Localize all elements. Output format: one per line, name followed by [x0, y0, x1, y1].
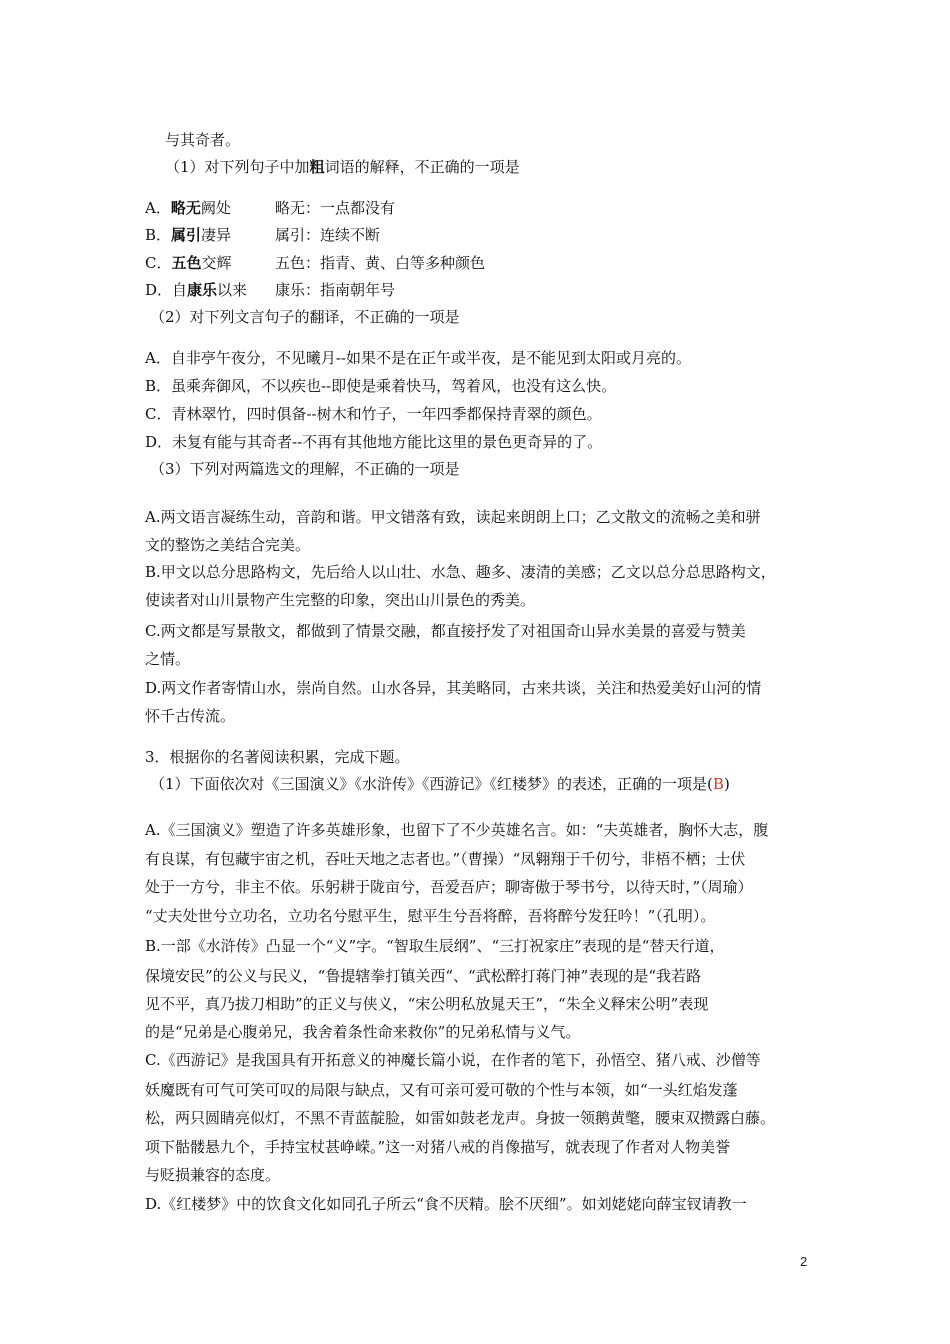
option-d: D．未复有能与其奇者--不再有其他地方能比这里的景色更奇异的了。: [145, 433, 603, 451]
text-line: 处于一方兮，非主不依。乐躬耕于陇亩兮，吾爱吾庐；聊寄傲于琴书兮，以待天时，”（周瑜）: [145, 878, 753, 896]
bold-char: 粗: [309, 158, 325, 176]
option-a: A．自非亭午夜分，不见曦月--如果不是在正午或半夜，是不能见到太阳或月亮的。: [145, 349, 691, 367]
text-line: 松，两只圆睛亮似灯，不黑不青蓝靛脸，如雷如鼓老龙声。身披一领鹅黄氅，腰束双攒露白藤。: [145, 1109, 776, 1127]
text-line: B.甲文以总分思路构文，先后给人以山壮、水急、趣多、凄清的美感；乙文以总分总思路构文，: [145, 563, 776, 581]
question-text: （1）对下列句子中加: [165, 158, 310, 176]
text-line: D.《红楼梦》中的饮食文化如同孔子所云“食不厌精。脍不厌细”。如刘姥姥向薛宝钗请教一: [145, 1195, 747, 1213]
text-line: 见不平，真乃拔刀相助”的正义与侠义，“宋公明私放晁天王”，“朱全义释宋公明”表现: [145, 995, 709, 1013]
text-line: C.《西游记》是我国具有开拓意义的神魔长篇小说，在作者的笔下，孙悟空、猪八戒、沙僧等: [145, 1051, 761, 1069]
page-number: 2: [800, 1254, 808, 1269]
text-line: 保境安民”的公义与民义，“鲁提辖拳打镇关西“、“武松醉打蒋门神”表现的是“我若路: [145, 967, 702, 985]
text-line: 与其奇者。: [165, 131, 241, 149]
text-line: C.两文都是写景散文，都做到了情景交融，都直接抒发了对祖国奇山异水美景的喜爱与赞美: [145, 622, 746, 640]
option-c: C．青林翠竹，四时俱备--树木和竹子，一年四季都保持青翠的颜色。: [145, 405, 602, 423]
section-3-heading: 3．根据你的名著阅读积累，完成下题。: [145, 748, 410, 766]
question-1-1: [165, 157, 520, 177]
option-d: D．自康乐以来 康乐：指南朝年号: [145, 281, 396, 299]
text-line: 之情。: [145, 650, 191, 668]
text-line: 使读者对山川景物产生完整的印象，突出山川景色的秀美。: [145, 591, 536, 609]
text-line: A.《三国演义》塑造了许多英雄形象，也留下了不少英雄名言。如：“夫英雄者，胸怀大志，腹: [145, 821, 769, 839]
text-line: 与贬损兼容的态度。: [145, 1166, 281, 1184]
text-line: 项下骷髅悬九个，手持宝杖甚峥嵘。”这一对猪八戒的肖像描写，就表现了作者对人物美誉: [145, 1138, 731, 1156]
option-b: B．属引凄异 属引：连续不断: [145, 226, 381, 244]
text-line: 的是“兄弟是心腹弟兄，我舍着条性命来救你”的兄弟私情与义气。: [145, 1023, 581, 1041]
text-line: 妖魔既有可气可笑可叹的局限与缺点，又有可亲可爱可敬的个性与本领，如“一头红焰发蓬: [145, 1081, 738, 1099]
text-line: D.两文作者寄情山水，崇尚自然。山水各异，其美略同，古来共谈，关注和热爱美好山河的情: [145, 679, 762, 697]
option-a: A．略无阙处 略无：一点都没有: [145, 199, 396, 217]
option-c: C．五色交辉 五色：指青、黄、白等多种颜色: [145, 254, 486, 272]
question-1-2: （2）对下列文言句子的翻译，不正确的一项是: [150, 308, 460, 326]
question-3-1: （1）下面依次对《三国演义》《水浒传》《西游记》《红楼梦》的表述，正确的一项是(B): [150, 775, 730, 793]
question-text: 词语的解释，不正确的一项是: [324, 158, 520, 176]
option-b: B．虽乘奔御风，不以疾也--即使是乘着快马，驾着风，也没有这么快。: [145, 377, 617, 395]
text-line: 有良谋，有包藏宇宙之机，吞吐天地之志者也。”（曹操）“凤翱翔于千仞兮，非梧不栖；士伏: [145, 850, 746, 868]
text-line: A.两文语言凝练生动，音韵和谐。甲文错落有致，读起来朗朗上口；乙文散文的流畅之美和骈: [145, 508, 761, 526]
text-line: 文的整饬之美结合完美。: [145, 536, 311, 554]
text-line: 怀千古传流。: [145, 707, 236, 725]
question-1-3: （3）下列对两篇选文的理解，不正确的一项是: [150, 460, 460, 478]
text-line: B.一部《水浒传》凸显一个“义”字。“智取生辰纲”、“三打祝家庄”表现的是“替天行道，: [145, 937, 725, 955]
answer-mark: B: [712, 775, 724, 793]
text-line: “丈夫处世兮立功名，立功名兮慰平生，慰平生兮吾将醉，吾将醉兮发狂吟！”（孔明）。: [145, 907, 716, 925]
